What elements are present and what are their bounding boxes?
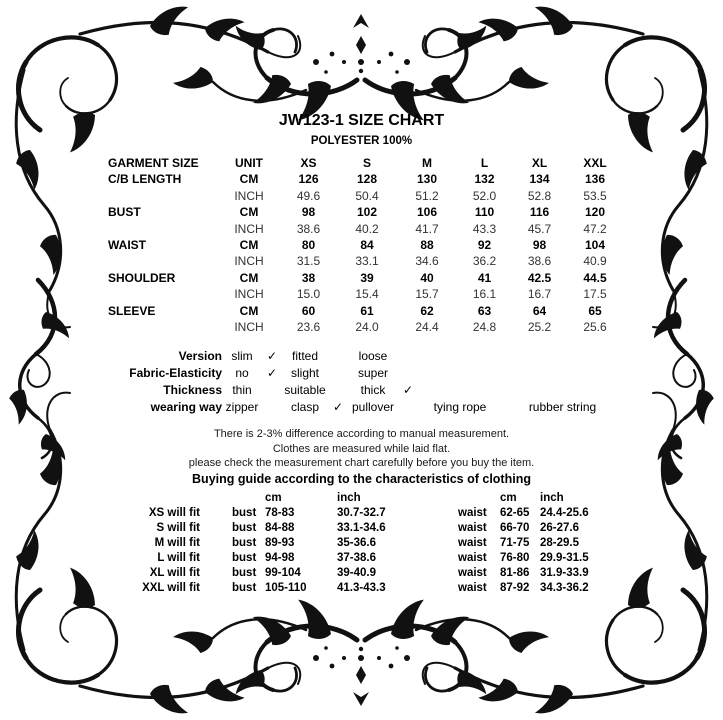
unit-inch: INCH bbox=[234, 287, 264, 302]
attribute-options bbox=[222, 399, 623, 416]
cell: 84 bbox=[360, 238, 374, 253]
cell: 35-36.6 bbox=[337, 536, 377, 549]
cell: 37-38.6 bbox=[337, 551, 377, 564]
table-row-waist-inch bbox=[100, 253, 623, 269]
row-values bbox=[280, 286, 623, 302]
cell: 28-29.5 bbox=[540, 536, 580, 549]
cell bbox=[398, 348, 418, 365]
cell: ✓ bbox=[266, 349, 278, 364]
cell bbox=[418, 365, 502, 382]
cell: 110 bbox=[474, 205, 495, 220]
cell: XXL bbox=[583, 156, 607, 170]
row-values bbox=[280, 270, 623, 286]
cell: slight bbox=[290, 366, 319, 381]
cell bbox=[328, 348, 348, 365]
attribute-options bbox=[222, 382, 623, 399]
cell: 15.7 bbox=[415, 287, 439, 302]
attribute-row-wearing-way bbox=[100, 399, 623, 416]
cell: 89-93 bbox=[265, 536, 295, 549]
cell: 98 bbox=[532, 238, 547, 253]
cell: ✓ bbox=[266, 366, 278, 381]
cell bbox=[458, 491, 500, 506]
cell: ✓ bbox=[332, 400, 344, 415]
buying-guide-table bbox=[100, 491, 623, 596]
cell: 52.8 bbox=[527, 188, 552, 203]
cell bbox=[398, 399, 418, 416]
size-headers bbox=[280, 155, 623, 171]
row-label: SHOULDER bbox=[108, 270, 176, 285]
cell: bust bbox=[232, 506, 257, 519]
cell: 25.6 bbox=[583, 320, 607, 335]
attribute-label: Fabric-Elasticity bbox=[129, 366, 222, 381]
row-values bbox=[280, 319, 623, 335]
table-row-shoulder-inch bbox=[100, 286, 623, 302]
cell: zipper bbox=[225, 400, 259, 415]
attribute-options bbox=[222, 348, 623, 365]
cell: 33.1 bbox=[355, 254, 379, 269]
buying-guide-row-xl bbox=[100, 566, 623, 581]
cell: 63 bbox=[477, 303, 492, 318]
cell: 62-65 bbox=[500, 506, 530, 519]
table-row-shoulder-cm bbox=[100, 270, 623, 286]
cell: 24.0 bbox=[355, 320, 379, 335]
cell: 16.7 bbox=[527, 287, 552, 302]
cell: 39-40.9 bbox=[337, 566, 377, 579]
cell: 40 bbox=[420, 270, 434, 285]
row-values bbox=[280, 188, 623, 204]
cell: 102 bbox=[356, 205, 378, 220]
cell bbox=[200, 491, 265, 506]
cell: 16.1 bbox=[472, 287, 497, 302]
cell: 64 bbox=[532, 303, 547, 318]
cell: M will fit bbox=[154, 536, 200, 549]
cell: 62 bbox=[420, 303, 434, 318]
cell: 78-83 bbox=[265, 506, 295, 519]
cell: 61 bbox=[360, 303, 374, 318]
unit-cm: CM bbox=[239, 172, 259, 187]
cell: 51.2 bbox=[415, 188, 439, 203]
cell bbox=[502, 382, 623, 399]
row-values bbox=[280, 171, 623, 187]
row-label: SLEEVE bbox=[108, 303, 156, 318]
cell: 34.3-36.2 bbox=[540, 581, 589, 594]
unit-cm: CM bbox=[239, 205, 259, 220]
attribute-label: Version bbox=[178, 349, 222, 364]
cell bbox=[418, 382, 502, 399]
cell: ✓ bbox=[402, 383, 414, 398]
cell bbox=[262, 382, 282, 399]
cell bbox=[398, 365, 418, 382]
row-values bbox=[280, 204, 623, 220]
row-values bbox=[280, 237, 623, 253]
cell: clasp bbox=[290, 400, 319, 415]
unit-inch: INCH bbox=[234, 254, 264, 269]
cell: 41.3-43.3 bbox=[337, 581, 386, 594]
cell: 81-86 bbox=[500, 566, 530, 579]
cell: 38.6 bbox=[296, 221, 321, 236]
unit-cm: CM bbox=[239, 303, 259, 318]
unit-cm: CM bbox=[239, 238, 259, 253]
cell: slim bbox=[231, 349, 253, 364]
cell: 99-104 bbox=[265, 566, 301, 579]
page-title: JW123-1 SIZE CHART bbox=[278, 112, 445, 129]
row-label: C/B LENGTH bbox=[108, 172, 182, 187]
row-values bbox=[280, 221, 623, 237]
cell: bust bbox=[232, 536, 257, 549]
buying-guide-row-l bbox=[100, 551, 623, 566]
unit-header: UNIT bbox=[235, 156, 263, 170]
cell: 34.6 bbox=[415, 254, 439, 269]
cell: 53.5 bbox=[583, 188, 607, 203]
cell: fitted bbox=[291, 349, 318, 364]
cell: waist bbox=[458, 566, 487, 579]
table-row-cb-length-cm bbox=[100, 171, 623, 187]
cell: 36.2 bbox=[472, 254, 497, 269]
row-values bbox=[280, 303, 623, 319]
cell: 29.9-31.5 bbox=[540, 551, 589, 564]
cell: 66-70 bbox=[500, 521, 530, 534]
cell: no bbox=[235, 366, 249, 381]
cell: 105-110 bbox=[265, 581, 307, 594]
attribute-options bbox=[222, 365, 623, 382]
cell: 130 bbox=[416, 172, 438, 187]
note-line: please check the measurement chart carefully before you buy the item. bbox=[188, 457, 535, 470]
row-label: WAIST bbox=[108, 238, 146, 253]
cell: 128 bbox=[356, 172, 378, 187]
cell: 134 bbox=[529, 172, 550, 187]
cell: 71-75 bbox=[500, 536, 530, 549]
unit-inch: INCH bbox=[234, 320, 264, 335]
buying-guide-row-m bbox=[100, 536, 623, 551]
cell: S bbox=[362, 156, 371, 170]
buying-guide-row-xs bbox=[100, 506, 623, 521]
cell: 44.5 bbox=[583, 270, 607, 285]
cell: L will fit bbox=[157, 551, 200, 564]
cell: rubber string bbox=[528, 400, 597, 415]
cell: loose bbox=[358, 349, 388, 364]
cell: 26-27.6 bbox=[540, 521, 580, 534]
cell: 60 bbox=[301, 303, 316, 318]
cell bbox=[100, 491, 200, 506]
cell: thick bbox=[360, 383, 386, 398]
cell: 84-88 bbox=[265, 521, 295, 534]
cell: XL will fit bbox=[149, 566, 200, 579]
measurement-notes bbox=[100, 427, 623, 487]
table-row-bust-cm bbox=[100, 204, 623, 220]
attribute-label: Thickness bbox=[163, 383, 222, 398]
attribute-row-version bbox=[100, 348, 623, 365]
cell: 15.4 bbox=[355, 287, 379, 302]
buying-guide-row-xxl bbox=[100, 581, 623, 596]
buying-guide-heading: Buying guide according to the characteristics of clothing bbox=[192, 471, 531, 486]
cell: 42.5 bbox=[527, 270, 552, 285]
cell: 40.9 bbox=[583, 254, 607, 269]
cell: 52.0 bbox=[472, 188, 497, 203]
table-row-sleeve-cm bbox=[100, 303, 623, 319]
cell: 120 bbox=[584, 205, 606, 220]
note-line: There is 2-3% difference according to manual measurement. bbox=[213, 428, 510, 441]
cell: 116 bbox=[529, 205, 550, 220]
garment-size-label: GARMENT SIZE bbox=[108, 156, 199, 170]
cell: waist bbox=[458, 551, 487, 564]
cell: 87-92 bbox=[500, 581, 530, 594]
cell: cm bbox=[500, 491, 517, 504]
cell: 50.4 bbox=[355, 188, 379, 203]
cell: waist bbox=[458, 581, 487, 594]
cell: inch bbox=[337, 491, 361, 504]
table-row-sleeve-inch bbox=[100, 319, 623, 335]
cell: waist bbox=[458, 521, 487, 534]
table-row-cb-length-inch bbox=[100, 188, 623, 204]
cell: 39 bbox=[360, 270, 374, 285]
cell: 80 bbox=[301, 238, 316, 253]
cell: bust bbox=[232, 581, 257, 594]
cell: 25.2 bbox=[527, 320, 552, 335]
cell bbox=[418, 348, 502, 365]
cell: 49.6 bbox=[296, 188, 321, 203]
cell: 24.4-25.6 bbox=[540, 506, 589, 519]
cell: XS bbox=[300, 156, 317, 170]
cell: 41.7 bbox=[415, 221, 439, 236]
table-row-waist-cm bbox=[100, 237, 623, 253]
cell: 126 bbox=[298, 172, 319, 187]
cell: 17.5 bbox=[583, 287, 607, 302]
attribute-row-thickness bbox=[100, 382, 623, 399]
cell: super bbox=[357, 366, 389, 381]
cell: cm bbox=[265, 491, 282, 504]
cell: 104 bbox=[584, 238, 606, 253]
cell: 40.2 bbox=[355, 221, 379, 236]
cell: inch bbox=[540, 491, 564, 504]
buying-guide-header-row bbox=[100, 491, 623, 506]
cell: 24.8 bbox=[472, 320, 497, 335]
unit-inch: INCH bbox=[234, 221, 264, 236]
cell: 41 bbox=[477, 270, 492, 285]
cell: 45.7 bbox=[527, 221, 552, 236]
cell: 23.6 bbox=[296, 320, 321, 335]
cell bbox=[502, 348, 623, 365]
cell: 92 bbox=[477, 238, 492, 253]
cell: waist bbox=[458, 536, 487, 549]
cell: 106 bbox=[416, 205, 438, 220]
buying-guide-row-s bbox=[100, 521, 623, 536]
cell: XXL will fit bbox=[142, 581, 200, 594]
cell: 31.9-33.9 bbox=[540, 566, 589, 579]
cell: tying rope bbox=[433, 400, 487, 415]
cell: waist bbox=[458, 506, 487, 519]
cell: suitable bbox=[284, 383, 326, 398]
cell: S will fit bbox=[156, 521, 200, 534]
row-values bbox=[280, 253, 623, 269]
cell: 15.0 bbox=[296, 287, 321, 302]
cell: 136 bbox=[584, 172, 606, 187]
cell: pullover bbox=[351, 400, 395, 415]
cell: 47.2 bbox=[583, 221, 607, 236]
unit-cm: CM bbox=[239, 270, 259, 285]
cell: thin bbox=[232, 383, 252, 398]
cell: 31.5 bbox=[296, 254, 321, 269]
table-row-bust-inch bbox=[100, 221, 623, 237]
garment-size-table bbox=[100, 155, 623, 335]
cell: 65 bbox=[588, 303, 602, 318]
cell: 76-80 bbox=[500, 551, 530, 564]
cell: XL bbox=[531, 156, 548, 170]
cell bbox=[502, 365, 623, 382]
cell: 94-98 bbox=[265, 551, 295, 564]
cell: bust bbox=[232, 521, 257, 534]
cell: bust bbox=[232, 566, 257, 579]
attribute-label: wearing way bbox=[150, 400, 222, 415]
cell: XS will fit bbox=[148, 506, 200, 519]
cell: 43.3 bbox=[472, 221, 497, 236]
size-table-header-row bbox=[100, 155, 623, 171]
cell bbox=[328, 365, 348, 382]
cell: 38.6 bbox=[527, 254, 552, 269]
cell: 98 bbox=[301, 205, 316, 220]
cell: 88 bbox=[420, 238, 434, 253]
attributes-table bbox=[100, 348, 623, 416]
cell: 38 bbox=[301, 270, 316, 285]
fabric-subtitle: POLYESTER 100% bbox=[310, 135, 413, 147]
size-chart-content bbox=[100, 112, 623, 596]
cell: M bbox=[422, 156, 432, 170]
note-line: Clothes are measured while laid flat. bbox=[272, 442, 451, 455]
cell: bust bbox=[232, 551, 257, 564]
cell: 30.7-32.7 bbox=[337, 506, 386, 519]
cell bbox=[262, 399, 282, 416]
cell bbox=[328, 382, 348, 399]
cell: L bbox=[480, 156, 489, 170]
cell: 33.1-34.6 bbox=[337, 521, 386, 534]
attribute-row-fabric-elasticity bbox=[100, 365, 623, 382]
cell: 132 bbox=[474, 172, 495, 187]
cell: 24.4 bbox=[415, 320, 439, 335]
unit-inch: INCH bbox=[234, 188, 264, 203]
row-label: BUST bbox=[108, 205, 141, 220]
